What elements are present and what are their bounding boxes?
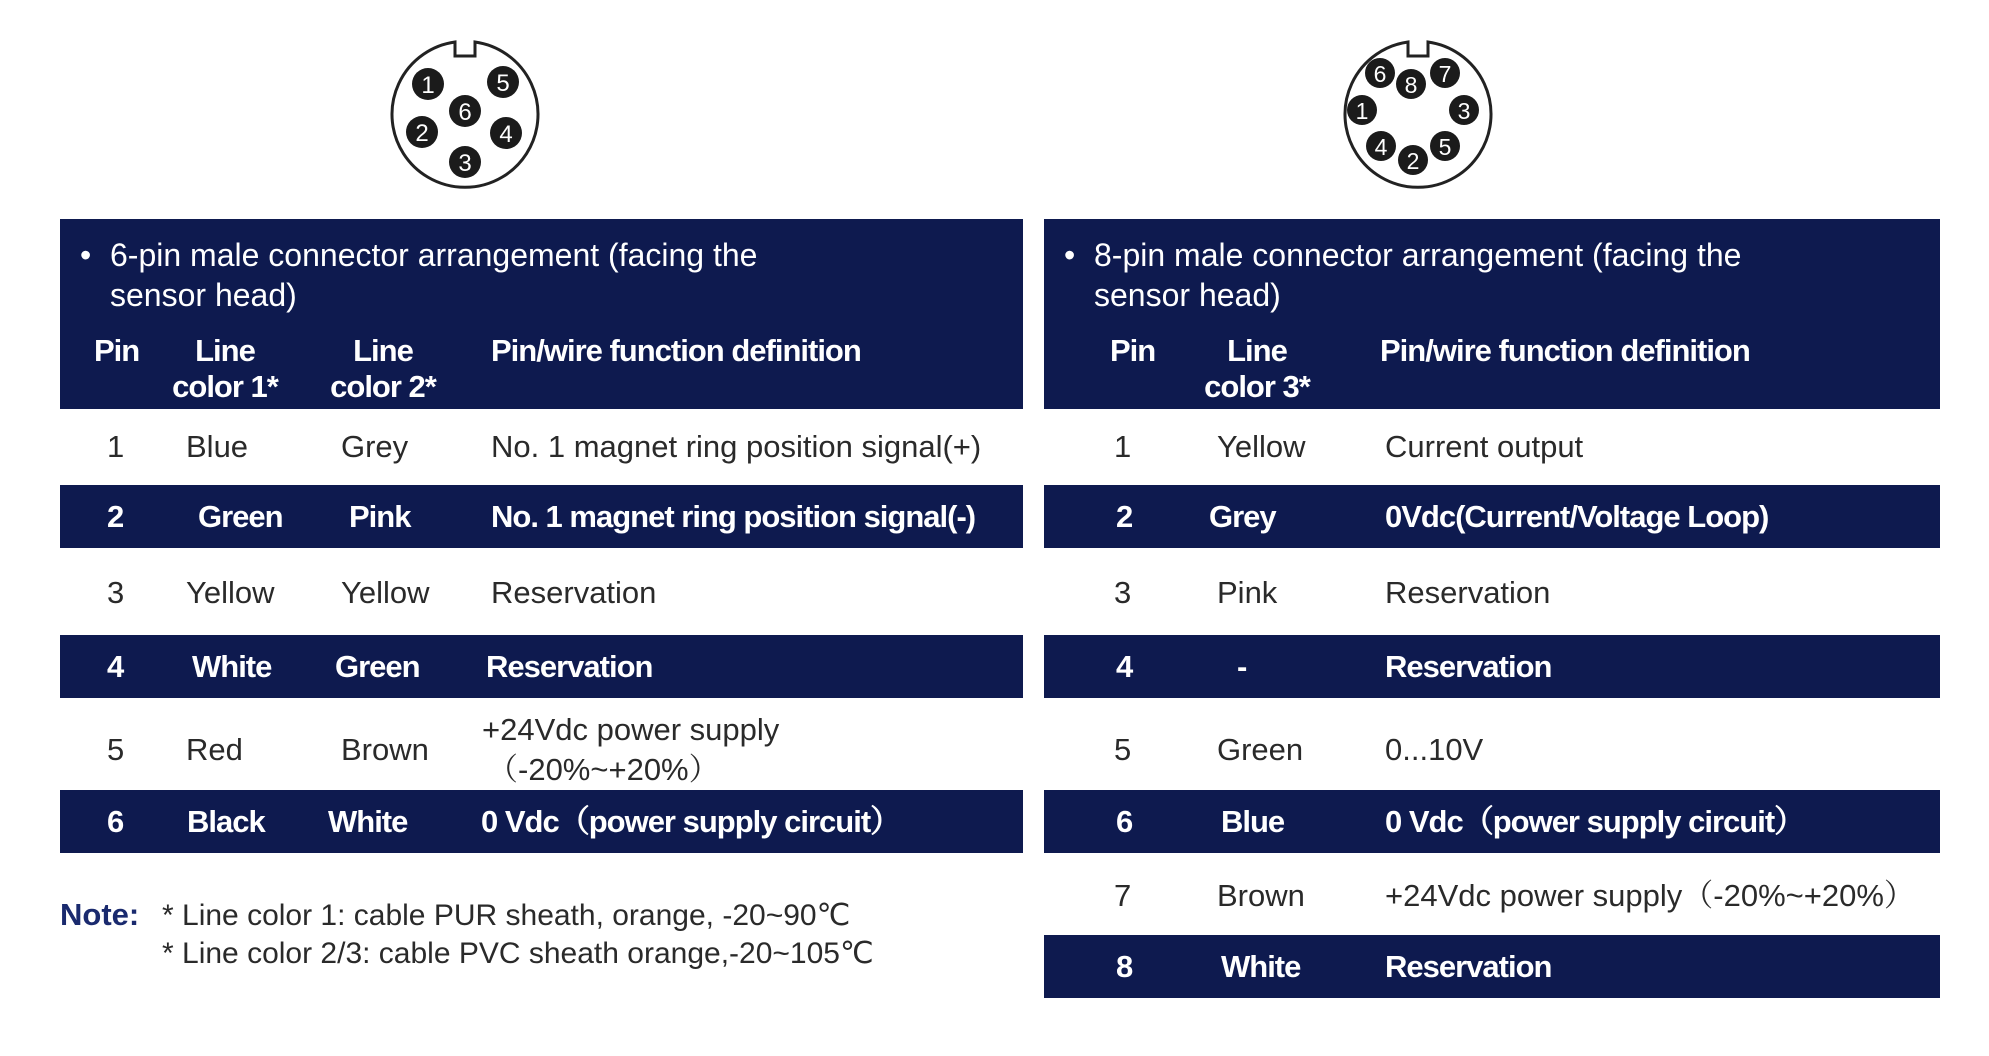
svg-text:5: 5 [1438, 134, 1452, 160]
connector-8pin-diagram [1338, 36, 1498, 192]
table-8pin-title-line2: sensor head) [1094, 277, 1281, 313]
column-header-definition: Pin/wire function definition [491, 333, 861, 368]
cell-pin: 3 [107, 575, 125, 610]
table-row [60, 409, 1023, 476]
note-line-2: * Line color 2/3: cable PVC sheath orange,-20~105℃ [162, 937, 874, 970]
cell-definition: +24Vdc power supply [482, 712, 780, 747]
svg-text:3: 3 [458, 150, 472, 177]
cell-line-color-1: Yellow [186, 575, 275, 610]
svg-text:4: 4 [1374, 134, 1388, 160]
pin-2 [1398, 145, 1428, 175]
cell-definition: 0...10V [1385, 732, 1484, 767]
connector-6pin-diagram [385, 36, 545, 192]
cell-definition: Reservation [486, 649, 653, 684]
svg-text:6: 6 [458, 99, 472, 126]
pin-1 [412, 68, 444, 100]
cell-line-color-3: Grey [1209, 499, 1276, 534]
cell-definition-range: （-20%~+20%） [487, 752, 720, 787]
table-row [1044, 698, 1940, 791]
svg-text:8: 8 [1404, 72, 1418, 98]
cell-line-color-2: Yellow [341, 575, 430, 610]
cell-line-color-1: Blue [186, 429, 249, 464]
cell-line-color-3: Blue [1221, 804, 1285, 839]
table-row [1044, 635, 1940, 698]
cell-line-color-2: Brown [341, 732, 429, 767]
column-header-line-color-2: Line color 2* [330, 333, 436, 404]
pin-1 [1347, 95, 1377, 125]
cell-line-color-1: Black [187, 804, 265, 839]
cell-pin: 3 [1114, 575, 1132, 610]
cell-pin: 8 [1116, 949, 1133, 984]
cell-pin: 1 [107, 429, 125, 464]
cell-definition: Reservation [1385, 575, 1551, 610]
cell-line-color-2: White [328, 804, 408, 839]
cell-pin: 5 [1114, 732, 1132, 767]
cell-pin: 7 [1114, 878, 1132, 913]
svg-text:1: 1 [1355, 98, 1369, 124]
column-header-pin: Pin [1110, 333, 1156, 368]
table-row [1044, 409, 1940, 476]
cell-definition: 0 Vdc（power supply circuit） [1385, 804, 1805, 839]
cell-definition: +24Vdc power supply（-20%~+20%） [1385, 878, 1915, 913]
table-8pin-header [1044, 219, 1940, 409]
column-header-definition: Pin/wire function definition [1380, 333, 1750, 368]
table-8pin-title-line1: 8-pin male connector arrangement (facing the [1094, 237, 1742, 273]
cell-definition: Reservation [1385, 649, 1552, 684]
table-row [60, 635, 1023, 698]
table-6pin-title-line2: sensor head) [110, 277, 297, 313]
cell-definition: No. 1 magnet ring position signal(-) [491, 499, 976, 534]
table-6pin-title-bullet: • [80, 237, 92, 273]
cell-line-color-3: Pink [1217, 575, 1278, 610]
cell-line-color-1: Green [198, 499, 283, 534]
table-8pin-title-bullet: • [1064, 237, 1076, 273]
cell-definition: Current output [1385, 429, 1584, 464]
svg-text:1: 1 [421, 72, 435, 99]
table-6pin [60, 219, 1023, 859]
table-row [60, 790, 1023, 853]
cell-definition: 0 Vdc（power supply circuit） [481, 804, 901, 839]
table-row [60, 548, 1023, 630]
svg-text:2: 2 [415, 120, 429, 147]
svg-text:4: 4 [499, 121, 513, 148]
cell-definition: No. 1 magnet ring position signal(+) [491, 429, 982, 464]
cell-line-color-3: Green [1217, 732, 1304, 767]
pin-3 [1449, 95, 1479, 125]
note-line-1: * Line color 1: cable PUR sheath, orange, -20~90℃ [162, 899, 851, 932]
cell-line-color-3: White [1221, 949, 1301, 984]
table-6pin-header [60, 219, 1023, 409]
pin-2 [406, 116, 438, 148]
table-row [60, 698, 1023, 791]
pin-8 [1396, 69, 1426, 99]
pin-4 [1366, 131, 1396, 161]
cell-line-color-2: Pink [349, 499, 411, 534]
cell-line-color-2: Green [335, 649, 420, 684]
cell-line-color-3: Brown [1217, 878, 1305, 913]
cell-line-color-1: White [192, 649, 272, 684]
cell-pin: 6 [107, 804, 124, 839]
table-row [1044, 548, 1940, 630]
table-row [1044, 853, 1940, 935]
cell-definition: 0Vdc(Current/Voltage Loop) [1385, 499, 1769, 534]
cell-definition: Reservation [491, 575, 657, 610]
svg-text:7: 7 [1438, 61, 1452, 87]
cell-pin: 4 [1116, 649, 1133, 684]
cell-pin: 6 [1116, 804, 1133, 839]
table-row [1044, 790, 1940, 853]
column-header-line-color-3: Line color 3* [1204, 333, 1310, 404]
pin-5 [487, 66, 519, 98]
table-row [1044, 485, 1940, 548]
pin-6 [1365, 58, 1395, 88]
pin-7 [1430, 58, 1460, 88]
pin-4 [490, 117, 522, 149]
cell-line-color-3: - [1237, 649, 1247, 684]
svg-text:3: 3 [1457, 98, 1471, 124]
pin-6 [449, 95, 481, 127]
cell-pin: 5 [107, 732, 125, 767]
table-6pin-title-line1: 6-pin male connector arrangement (facing the [110, 237, 758, 273]
cell-line-color-1: Red [186, 732, 243, 767]
cell-pin: 2 [1116, 499, 1133, 534]
cell-pin: 4 [107, 649, 124, 684]
column-header-pin: Pin [94, 333, 140, 368]
table-row [60, 485, 1023, 548]
svg-text:2: 2 [1406, 148, 1420, 174]
svg-text:6: 6 [1373, 61, 1387, 87]
pin-5 [1430, 131, 1460, 161]
svg-text:5: 5 [496, 70, 510, 97]
column-header-line-color-1: Line color 1* [172, 333, 278, 404]
cell-pin: 1 [1114, 429, 1132, 464]
cell-line-color-3: Yellow [1217, 429, 1306, 464]
pin-3 [449, 146, 481, 178]
table-8pin [1044, 219, 1940, 1003]
cell-pin: 2 [107, 499, 124, 534]
table-row [1044, 935, 1940, 998]
cell-definition: Reservation [1385, 949, 1552, 984]
note-label: Note: [60, 897, 140, 932]
cell-line-color-2: Grey [341, 429, 409, 464]
